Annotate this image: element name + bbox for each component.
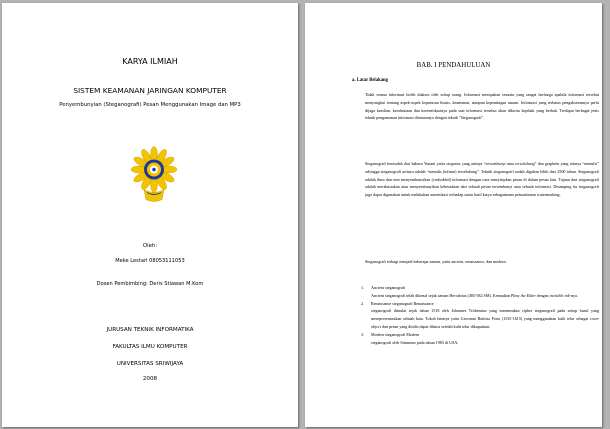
list-number: 2. — [361, 300, 365, 306]
list-item-text: steganografi oleh Simmons pada tahun 1983 di USA. — [371, 339, 459, 345]
paragraph-2 — [365, 160, 599, 199]
paragraph-2-italic: steganos — [446, 161, 461, 166]
section-heading: a. Latar Belakang — [352, 78, 388, 83]
paragraph-2-italic: tersembunyi atau terselubung — [485, 161, 535, 166]
cover-advisor: Dosen Pembimbing: Deris Stiawan M.Kom — [96, 281, 204, 287]
list-number: 1. — [361, 285, 365, 290]
cover-department: JURUSAN TEKNIK INFORMATIKA — [106, 327, 194, 333]
list-number: 3. — [361, 331, 365, 337]
list-body — [371, 284, 599, 300]
university-logo — [129, 143, 179, 209]
paragraph-2-italic: embedded — [432, 176, 450, 182]
list-item — [361, 300, 599, 331]
list-item-text: Ancient steganografi telah dikenal sejak zaman Herodotus (485-582 SM). Kemudian Pliny — [371, 292, 521, 298]
list-item — [361, 331, 599, 347]
paragraph-3: Steganografi terbagi menjadi beberapa zaman, yaitu ancient, renaissance, dan modern: — [365, 259, 507, 264]
list-item-italic: invisible ink — [549, 292, 570, 298]
list-item-title: Renaissance steganografi Renaissance — [371, 300, 434, 306]
cover-topic: Penyembunyian (Steganografi) Pesan Menggunakan Image dan MP3 — [59, 102, 241, 108]
paragraph-1: Tidak semua informasi boleh diakses oleh setiap orang. Informasi merupakan sesuatu yang sangat berharga apabila informasi tersebut menyangkut tentang aspek-aspek keputusan bisnis, keamanan, ataupun kepentingan umum. Informasi yang terbatas pengaksesannya perlu dijaga keaslian, kerahasiaan dan keotentikasinya pada saat informasi tersebut akan dikirim kepihak yang berhak. Terdapat berbagai jenis teknik pengamanan informasi diantaranya dengan teknik "Steganografi". — [365, 92, 599, 121]
cover-faculty: FAKULTAS ILMU KOMPUTER — [112, 344, 188, 350]
list-item-title: Modern steganografi Modern — [371, 331, 420, 337]
list-item-title: Ancient steganografi — [371, 285, 406, 290]
cover-university: UNIVERSITAS SRIWIJAYA — [116, 361, 184, 367]
list-body — [371, 331, 599, 347]
paragraph-2-text: ) informasi dengan cara menyisipkan pesan di dalam pesan lain. Tujuan dari steganografi adalah merahasiakan atau menyembunyikan keberadaan dari sebuah pesan tersembunyi atau sebuah informasi. Disamping itu steganografi juga dapat digunakan untuk melakukan autentikasi terhadap suatu hasil karya sebagaimana pemanfaatan watermarking. — [365, 176, 599, 198]
list-item-italic: the Elder — [520, 292, 536, 298]
paragraph-2-text: yang artinya “ — [460, 161, 486, 166]
paragraph-2-text: Steganografi berasalah dari bahasa Yunani yaitu — [365, 161, 447, 166]
cover-page — [2, 3, 298, 427]
list-item — [361, 284, 599, 300]
list-item-italic: cover object — [371, 316, 599, 329]
cover-title: KARYA ILMIAH — [122, 57, 178, 66]
list-item-text: -nya. — [569, 292, 578, 298]
list-item-text: dengan — [535, 292, 550, 298]
cover-year: 2008 — [142, 376, 158, 382]
era-list — [361, 284, 599, 346]
chapter-title: BAB. I PENDAHULUAN — [416, 62, 491, 69]
list-item-text: steganografi dimulai sejak tahun 1518 oleh Johannes Trithemius yang menemukan cipher steganografi pada setiap huruf yang merepresentasikan sebuah kata. Tokoh lainnya yaitu Giovanni Battista Porta (1535-1615) yang menggunakan kulit telur sebagai — [371, 308, 599, 322]
list-item-text: dan pesan yang ditulis dapat dibaca setelah kulit telur dikupaskan. — [381, 323, 491, 329]
cover-oleh: Oleh: — [142, 243, 158, 249]
list-body — [371, 300, 599, 331]
cover-subtitle: SISTEM KEAMANAN JARINGAN KOMPUTER — [73, 86, 227, 95]
chapter-page — [305, 3, 602, 427]
paragraph-2-text: ” dan graphein yang artinya “menulis” sehingga steganografi artinya adalah “menulis (tulisan) terselubung”. Teknik steganografi sudah digukan lebih dari 2500 tahun. Steganografi adalah ilmu dan seni menyembunyikan ( — [365, 161, 599, 182]
cover-author: Meke Lestari 08053111053 — [115, 258, 185, 264]
